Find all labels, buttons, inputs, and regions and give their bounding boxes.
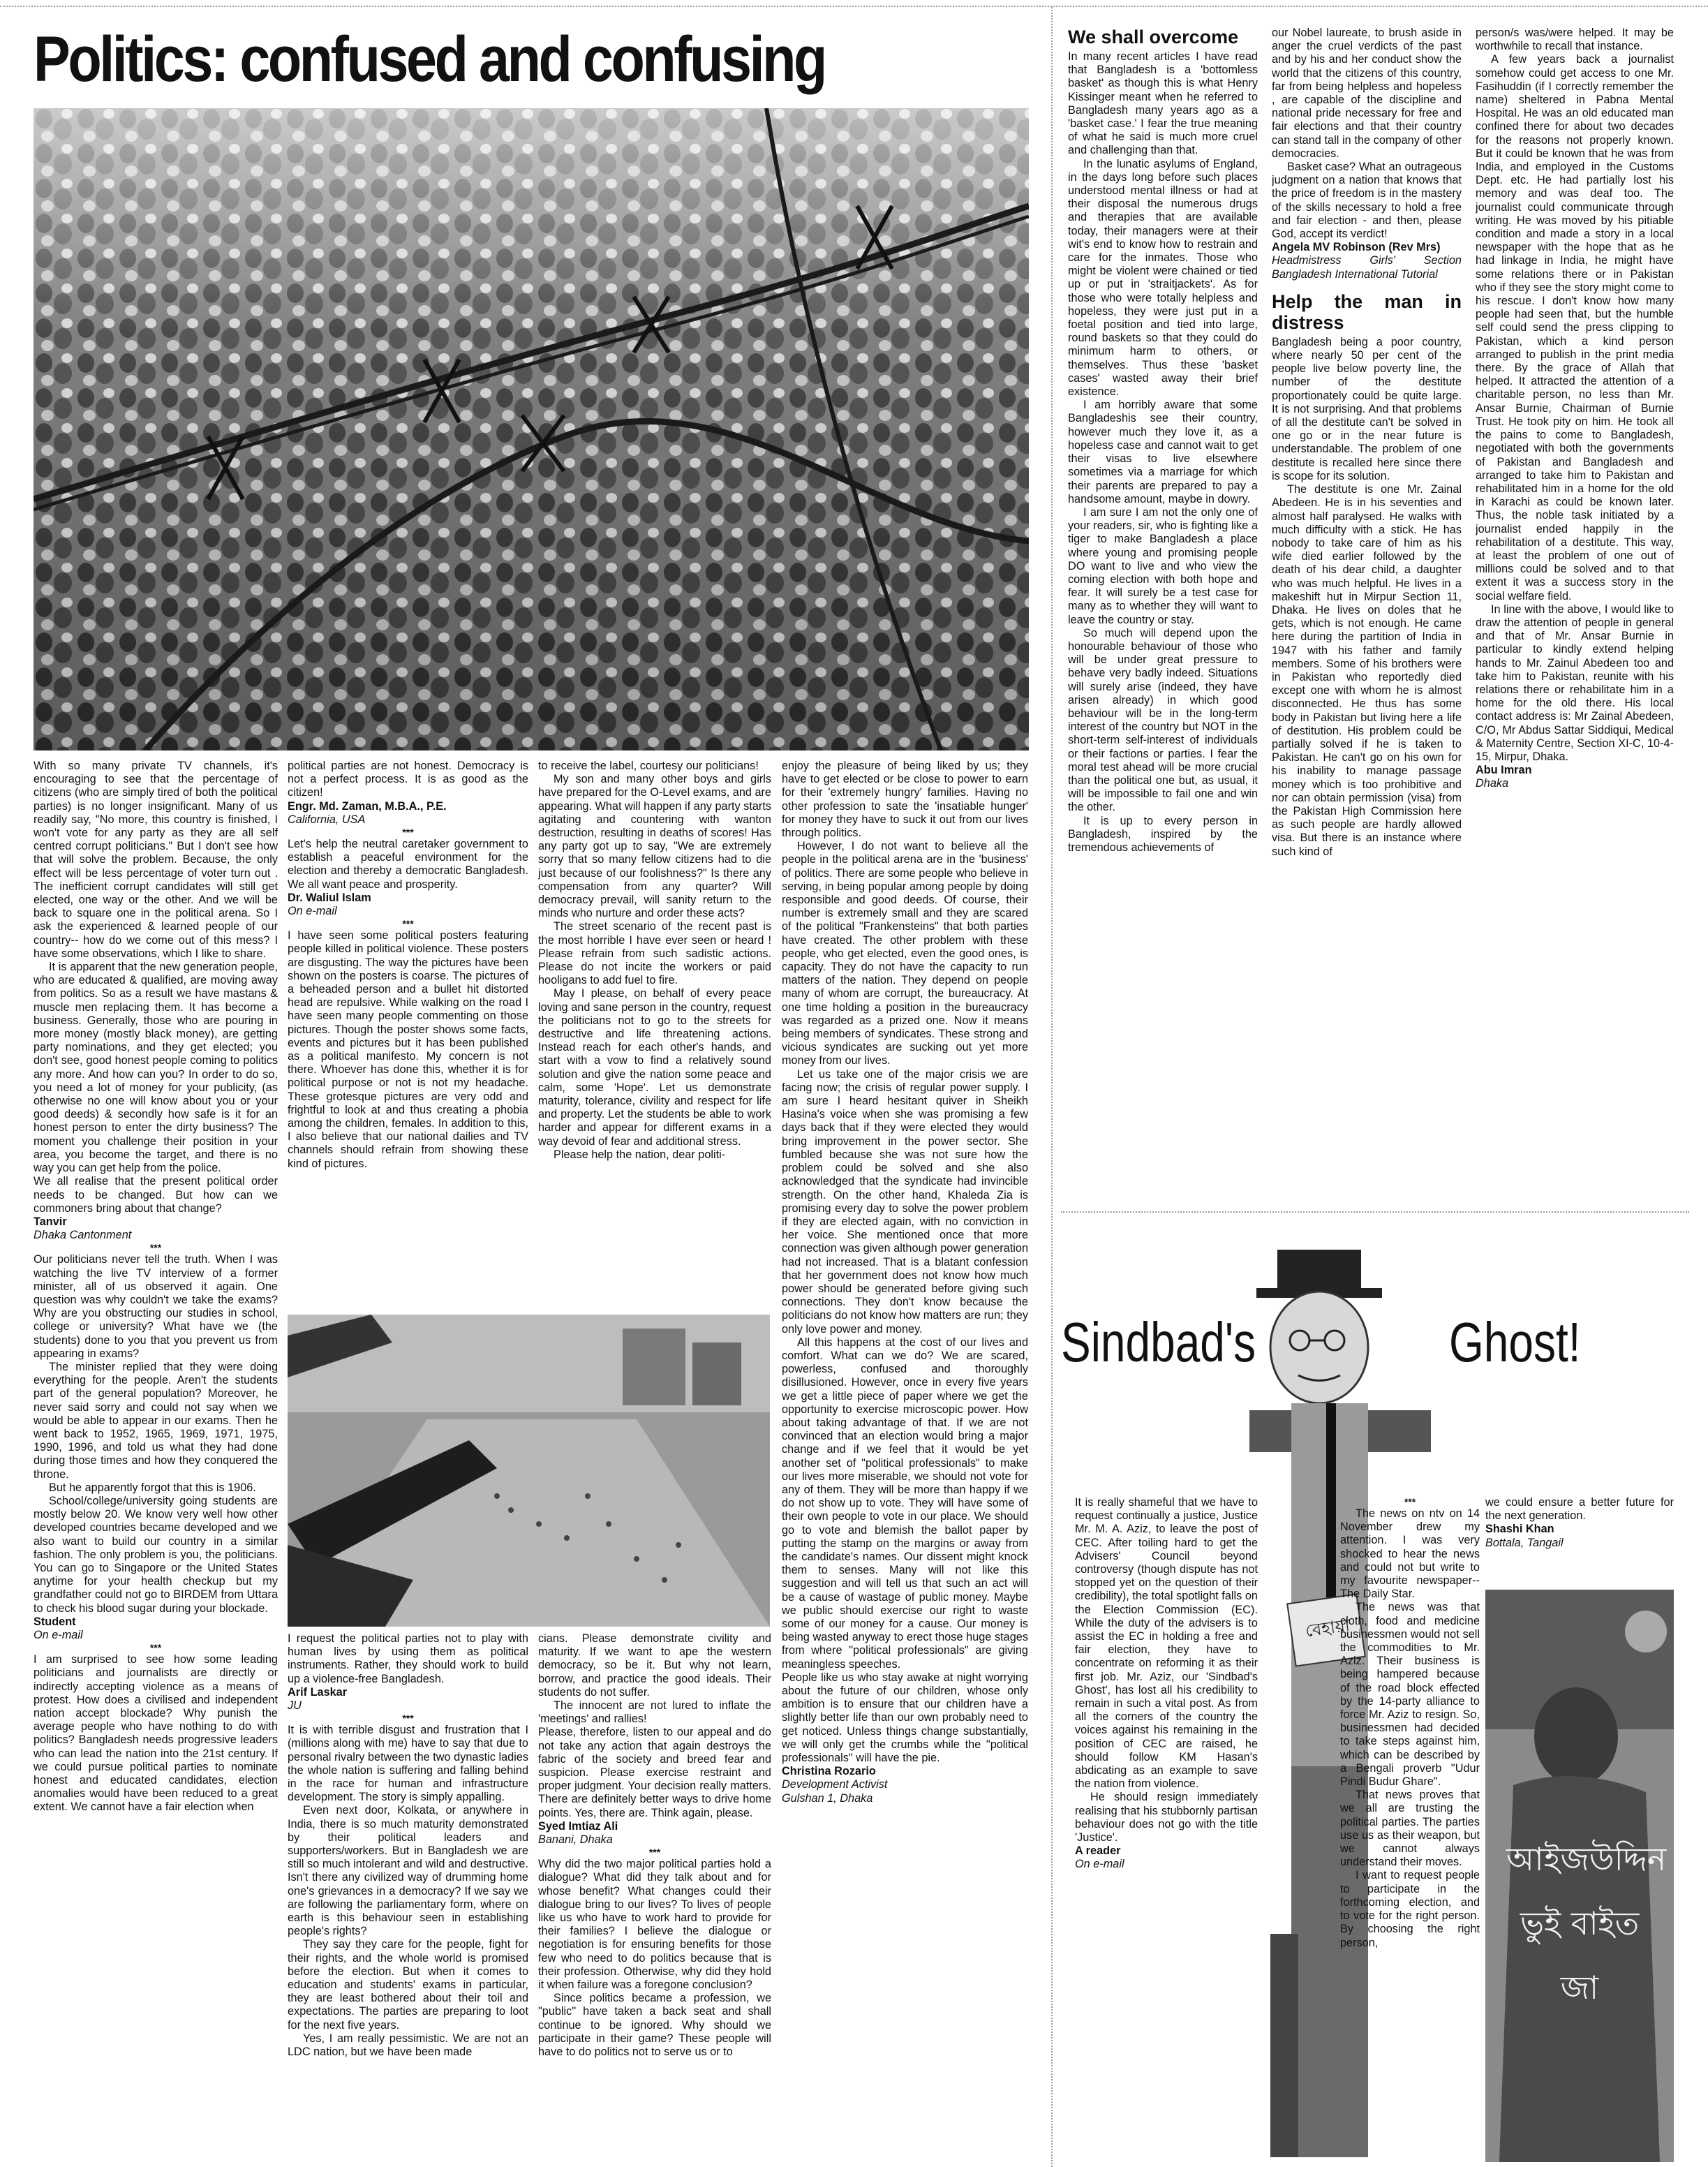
boy-painted-text: আইজউদ্দিন ভুই বাইত জা: [1506, 1840, 1667, 2006]
paragraph: we could ensure a better future for the next generation.: [1485, 1496, 1674, 1523]
section-separator: ***: [402, 918, 414, 930]
letter-location: California, USA: [288, 813, 366, 826]
paragraph: enjoy the pleasure of being liked by us; they have to get elected or be close to power to earn for their 'extremely hungry' families. Having no other profession to sate the 'insatiable hunger' for money they have to suck it out from our lives through politics.: [782, 760, 1028, 840]
paragraph: The street scenario of the recent past is the most horrible I have ever seen or heard ! Please refrain from such sadistic actions. Please do not incite the workers or paid hooligans to add fuel to fire.: [538, 920, 771, 987]
paragraph: A few years back a journalist somehow could get access to one Mr. Fasihuddin (if I correctly remember the name) sheltered in Pabna Mental Hospital. He was an old educated man confined there for about two decades for the reasons not properly known. But it could be known that he was from India, and employed in the Customs Dept. etc. He had partially lost his memory and was deaf too. The journalist could communicate through writing. He was moved by his pitiable condition and made a story in a local newspaper with the hope that as he had linkage in India, he might have some relations there or in Pakistan who if they see the story might come to his rescue. I don't know how many people had seen that, but the humble self could send the press clipping to Pakistan, which a kind person arranged to publish in the print media there. By the grace of Allah that helped. It attracted the attention of a charitable person, no less than Mr. Ansar Burnie, Chairman of Burnie Trust. He took pity on him. He took all the pains to come to Bangladesh, negotiated with both the governments of Pakistan and Bangladesh and arranged to take him to Pakistan and rehabilitated him in a home for the old in Karachi as could be known later. Thus, the noble task initiated by a journalist ended happily in the rehabilitation of a destitute. This way, at least the problem of one out of millions could be solved and to that extent it was a success story in the social welfare field.: [1476, 53, 1674, 602]
section-heading: We shall overcome: [1068, 27, 1239, 47]
paragraph: to receive the label, courtesy our politicians!: [538, 760, 759, 772]
paragraph: Since politics became a profession, we "public" have taken a back seat and shall continue to be ignored. Why should we participate in their game? These people will have to do politics not to serve us or to: [538, 1992, 771, 2059]
paragraph: They say they care for the people, fight for their rights, and the whole world is promised before the election. But when it comes to education and students' exams in particular, they are least bothered about their toil and expectations. The parties are preparing to loot for the next five years.: [288, 1938, 528, 2032]
letters-column-3-top: [538, 760, 771, 1310]
letter-location: On e-mail: [34, 1629, 83, 1641]
letter-signature: Shashi Khan: [1485, 1523, 1554, 1536]
top-rule: [0, 6, 1708, 7]
letters-column-2-top: [288, 760, 528, 1310]
paragraph: The destitute is one Mr. Zainal Abedeen. He is in his seventies and almost half paralysed. He walks with much difficulty with a stick. He has nobody to take care of him as his wife died earlier followed by the death of his dear child, a daughter who was much helpful. He lives in a makeshift hut in Mirpur Section 11, Dhaka. He lives on doles that he gets, which is not enough. He came here during the partition of India in 1947 with his father and family members. Some of his brothers were in Pakistan who reportedly died except one with whom he is almost disconnected. He thus has some body in Pakistan but living here a life of destitution. His problem could be partially solved if he is taken to Pakistan. He can't go on his own for his inability to manage passage money which is too prohibitive and nor can obtain permission (visa) from the Pakistan High Commission here as such people are hardly allowed visa. But there is an instance where such kind of: [1272, 483, 1462, 858]
section-divider: [1061, 1211, 1689, 1213]
letter-signature: Angela MV Robinson (Rev Mrs): [1272, 241, 1441, 254]
paragraph: I am horribly aware that some Bangladeshis see their country, however much they love it, as a hopeless case and cannot wait to get their visas to live elsewhere sometimes via a marriage for which their parents are prepared to pay a handsome amount, maybe in dowry.: [1068, 399, 1258, 505]
letter-location: Gulshan 1, Dhaka: [782, 1791, 873, 1805]
paragraph: Yes, I am really pessimistic. We are not an LDC nation, but we have been made: [288, 2032, 528, 2059]
paragraph: The news on ntv on 14 November drew my attention. I was very shocked to hear the news and could not but write to my favourite newspaper-- The Daily Star.: [1340, 1507, 1480, 1601]
page-headline: Politics: confused and confusing: [34, 24, 825, 95]
paragraph: The innocent are not lured to inflate the 'meetings' and rallies!: [538, 1699, 771, 1726]
letter-signature: Engr. Md. Zaman, M.B.A., P.E.: [288, 799, 447, 813]
paragraph: My son and many other boys and girls have prepared for the O-Level exams, and are appearing. What will happen if any party starts agitating and countering with wanton destruction, resulting in deaths of scores! Has any party got up to say, "We are extremely sorry that so many fellow citizens had to die just because of our foolishness?" Is there any compensation from any quarter? Will democracy prevail, will sanity return to the minds who nurture and order these acts?: [538, 773, 771, 920]
effigy-sign-text: বেহায়া: [1304, 1615, 1351, 1641]
letter-signature: Abu Imran: [1476, 764, 1532, 777]
letters-column-9: [1340, 1496, 1480, 2163]
paragraph: With so many private TV channels, it's encouraging to see that the percentage of citizens (who are simply tired of both the political parties) is no longer insignificant. Many of us readily say, "No more, this country is finished, I won't vote for any party as they are all self centred corrupt politicians." But I don't see how that will solve the problem. Because, the only effect will be less percentage of voter turn out . The inefficient corrupt candidates will still get elected, one way or the other. And we will be back to square one in the political arena. So I ask the experienced & learned people of our country-- how do we come out of this mess? I have some observations, which I like to share.: [34, 760, 278, 960]
paragraph: He should resign immediately realising that his stubbornly partisan behaviour does not go with the title 'Justice'.: [1075, 1791, 1258, 1844]
paragraph: Let's help the neutral caretaker government to establish a peaceful environment for the election and thereby a democratic Bangladesh. We all want peace and prosperity.: [288, 838, 528, 891]
rally-gun-photo: [288, 1315, 770, 1627]
paragraph: cians. Please demonstrate civility and maturity. If we want to ape the western democracy, so be it. But why not learn, borrow, and practice the good ideals. Their students do not suffer.: [538, 1632, 771, 1699]
paragraph: In line with the above, I would like to draw the attention of people in general and that of Mr. Ansar Burnie in particular to kindly extend helping hands to Mr. Zainul Abedeen too and take him to Pakistan, reunite with his relations there or rehabilitate him in a home for the old there. His local contact address is: Mr Zainal Abedeen, C/O, Mr Abdus Sattar Siddiqui, Medical & Maternity Centre, Section XI-C, 10-4-15, Mirpur, Dhaka.: [1476, 602, 1674, 763]
letter-signature: Student: [34, 1615, 76, 1628]
letter-location: Dhaka Cantonment: [34, 1229, 132, 1242]
letter-location: Banani, Dhaka: [538, 1833, 613, 1847]
section-separator: ***: [1404, 1496, 1416, 1507]
spacer: [1272, 281, 1462, 291]
ghost-left-word: Sindbad's: [1061, 1311, 1256, 1373]
section-separator: ***: [149, 1242, 162, 1254]
letter-location: Dhaka: [1476, 777, 1509, 790]
letter-signature: Syed Imtiaz Ali: [538, 1819, 618, 1833]
section-separator: ***: [648, 1847, 661, 1858]
paragraph: People like us who stay awake at night worrying about the future of our children, whose only ambition is to ensure that our children have a slightly better life than our own probably need to get noticed. Unless things change substantially, we will only get the crumbs while the "political professionals" will have the pie.: [782, 1671, 1028, 1765]
paragraph: political parties are not honest. Democracy is not a perfect process. It is as good as the citizen!: [288, 760, 528, 799]
paragraph: It is up to every person in Bangladesh, inspired by the tremendous achievements of: [1068, 814, 1258, 854]
paragraph: That news proves that we all are trusting the political parties. The parties use us as their weapon, but we cannot always understand their moves.: [1340, 1789, 1480, 1869]
letters-column-6: [1272, 27, 1462, 1204]
paragraph: So much will depend upon the honourable behaviour of those who will be under great pressure to behave very badly indeed. Situations will surely arise (indeed, they have arisen already) in which good behaviour will be in the long-term interest of the country but NOT in the short-term self-interest of individuals or their factions or parties. I fear the moral test ahead will be more crucial than the political one but, as usual, it will be impossible to fail one and win the other.: [1068, 626, 1258, 814]
letter-location: Bottala, Tangail: [1485, 1536, 1564, 1549]
paragraph: Basket case? What an outrageous judgment on a nation that knows that the price of freedom is in the mastery of the skills necessary to hold a free and fair election - and then, please God, accept its verdict!: [1272, 161, 1462, 241]
paragraph: I have seen some political posters featuring people killed in political violence. These posters are disgusting. The way the pictures have been shown on the posters is coarse. The pictures of a beheaded person and a bullet hit distorted head are repulsive. While walking on the road I have seen many people commenting on those pictures. Though the poster shows some facts, events and pictures but it has been published as a political manifesto. My concern is not there. Whoever has done this, whether it is for political purpose or not is not my headache. These grotesque pictures are very odd and frightful to look at and thus creating a phobia among the children, females. In addition to this, I also believe that our national dailies and TV channels should refrain from showing these kind of pictures.: [288, 929, 528, 1170]
paragraph: Even next door, Kolkata, or anywhere in India, there is so much maturity demonstrated by their political leaders and supporters/workers. But in Bangladesh we are still so much intolerant and wild and destructive. Isn't there any civilized way of drumming home one's grievances in a democracy? If we say we are following the parliamentary form, where on earth is this behaviour seen in establishing people's rights?: [288, 1804, 528, 1938]
letters-column-5: [1068, 27, 1258, 1204]
letter-location: Development Activist: [782, 1778, 888, 1791]
paragraph: But he apparently forgot that this is 1906.: [49, 1481, 256, 1494]
paragraph: I am surprised to see how some leading politicians and journalists are directly or indirectly accepting violence as a means of protest. How does a civilised and independent nation accept blockade? Why punish the average people who have nothing to do with politics? Bangladesh needs progressive leaders who can lead the nation into the 21st century. If we could pursue political parties to nominate honest and educated candidates, election anomalies would have been reduced to a great extent. We cannot have a fair election when: [34, 1653, 278, 1814]
letters-column-4: [782, 760, 1028, 2167]
letters-column-7: [1476, 27, 1674, 1204]
paragraph: We all realise that the present political order needs to be changed. But how can we commoners bring about that change?: [34, 1175, 278, 1215]
section-separator: ***: [149, 1642, 162, 1654]
letters-column-2-bottom: [288, 1632, 528, 2167]
paragraph: May I please, on behalf of every peace loving and sane person in the country, request the politicians not to go to the streets for destructive and life threatening actions. Instead reach for each other's hands, and start with a vow to find a relatively sound solution and give the nation some peace and calm, some 'Hope'. Let us demonstrate maturity, tolerance, civility and respect for life and property. Let the students be able to work harder and appear for different exams in a way devoid of fear and additional stress.: [538, 987, 771, 1148]
paragraph: Why did the two major political parties hold a dialogue? What did they talk about and for whose benefit? What changes could their dialogue bring to our lives? To lives of people like us who have to work hard to provide for their families? I believe the dialogue or negotiation is for ensuring benefits for those few who need to do politics because that is their profession. Otherwise, why did they hold it when failure was a foregone conclusion?: [538, 1858, 771, 1992]
letter-signature: Tanvir: [34, 1215, 67, 1228]
paragraph: Let us take one of the major crisis we are facing now; the crisis of regular power supply. I am sure I heard hesitant quiver in Sheikh Hasina's voice when she was promising a few days back that if they were elected they would bring improvement in the power sector. She fumbled because she was not sure how the problem could be solved and she also acknowledged that the syndicate had invincible strength. On the other hand, Khaleda Zia is promising every day to solve the power problem if they are elected again, with no conviction in her voice. She mentioned once that more connection was given although power generation had not increased. That is a blatant confession that her government does not know how much power should be generated before giving such connections. They don't know because the politicians do not know how matters are run; they only love power and money.: [782, 1067, 1028, 1336]
letters-column-3-bottom: [538, 1632, 771, 2167]
paragraph: It is with terrible disgust and frustration that I (millions along with me) have to say that due to personal rivalry between the two dynastic ladies the whole nation is suffering and falling behind in the race for human and infrastructure development. The story is simply appalling.: [288, 1724, 528, 1804]
paragraph: I request the political parties not to play with human lives by using them as political instruments. Rather, they should work to build up a violence-free Bangladesh.: [288, 1632, 528, 1685]
letter-location: JU: [288, 1699, 302, 1713]
paragraph: Please help the nation, dear politi-: [554, 1148, 726, 1161]
paragraph: However, I do not want to believe all the people in the political arena are in the 'business' of politics. There are some people who believe in serving, in being popular among people by doing responsible and good deeds. Of course, their number is extremely small and they are scared of the political "Frankensteins" that both parties have created. The other problem with these people, who get elected, even the good ones, is capacity. They do not have the capacity to run matters of the nation. They depend on people many of whom are corrupt, the bureaucracy. At one time holding a position in the bureaucracy was regarded as a prized one. Now it means being members of syndicates. These strong and vicious syndicates are sucking out yet more money from our lives.: [782, 840, 1028, 1067]
ghost-right-word: Ghost!: [1449, 1311, 1581, 1373]
letter-signature: Christina Rozario: [782, 1765, 876, 1778]
paragraph: our Nobel laureate, to brush aside in anger the cruel verdicts of the past and by his and her conduct show the world that the citizens of this country, far from being helpless and hopeless , are capable of the discipline and national pride necessary for free and fair elections and that their country can stand tall in the company of other democracies.: [1272, 27, 1462, 160]
letter-signature: Dr. Waliul Islam: [288, 891, 371, 904]
section-separator: ***: [402, 1713, 414, 1724]
section-heading: Help the man in distress: [1272, 290, 1462, 333]
paragraph: I want to request people to participate in the forthcoming election, and to vote for the right person. By choosing the right person,: [1340, 1869, 1480, 1949]
letters-column-8: [1075, 1496, 1258, 2163]
paragraph: School/college/university going students are mostly below 20. We know very well how other developed countries became developed and we also want to build our country in a similar fashion. The only problem is you, the politicians. You can go to Singapore or the United States anytime for your health checkup but my grandfather could not go to BIRDEM from Uttara to check his blood sugar during your blockade.: [34, 1494, 278, 1615]
paragraph: Bangladesh being a poor country, where nearly 50 per cent of the people live below poverty line, the number of the destitute proportionately could be quite large. It is not surprising. And that problems of all the destitute can't be solved in one go or in the near future is understandable. The problem of one destitute is recalled here since there is scope for its solution.: [1272, 335, 1462, 482]
paragraph: It is really shameful that we have to request continually a justice, Justice Mr. M. A. Aziz, to leave the post of CEC. After toiling hard to get the Advisers' Council beyond controversy (though dispute has not stopped yet on the question of their credibility), the total spotlight falls on the Election Commission (EC). While the duty of the advisers is to assist the EC in holding a free and fair election, they have to concentrate on reforming it as their first job. Mr. Aziz, our 'Sindbad's Ghost', has lost all his credibility to remain in such a vital post. As from all the corners of the country the voices against his remaining in the position of CEC are raised, he should follow KM Hasan's abdicating as an example to save the nation from violence.: [1075, 1496, 1258, 1791]
section-separator: ***: [402, 827, 414, 838]
paragraph: It is apparent that the new generation people, who are educated & qualified, are moving away from politics. So as a result we have mastans & muscle men replacing them. It has become a business. Generally, those who are pouring in more money (mostly black money), are getting party nominations, and they get elected; you don't see, good honest people coming to politics any more. And how can you? In order to do so, you need a lot of money for your publicity, (as otherwise no one will know about you or your good deeds) & secondly how safe is it for an honest person to enter the dirty business? The moment you challenge their position in your area, you become the target, and there is no way you can get help from the police.: [34, 961, 278, 1175]
letters-column-10: [1485, 1496, 1674, 1587]
letter-location: Headmistress Girls' Section Bangladesh International Tutorial: [1272, 254, 1462, 281]
paragraph: All this happens at the cost of our lives and comfort. What can we do? We are scared, powerless, confused and thoroughly disillusioned. However, once in every five years we get a little piece of paper where we get the opportunity to exercise microscopic power. How about taking advantage of that. If we are not convinced that an election would bring a major change and if we feel that it would be yet another set of "political professionals" to make our lives more miserable, we should not vote for any of them. They will be more than happy if we do not show up to vote. They will have some of their own people to vote in our place. We should go to vote and blemish the ballot paper by putting the stamp on the margins or away from the candidate's names. Our dissent might knock them to senses. Many will not like this suggestion and will tell us that such an act will be a cause of wastage of public money. Maybe we public should exercise our right to waste some of our money for a cause. Our money is being wasted anyway to erect those huge stages from where "political professionals" are giving meaningless speeches.: [782, 1336, 1028, 1671]
paragraph: Our politicians never tell the truth. When I was watching the live TV interview of a former minister, all of us observed it again. One question was why couldn't we take the exams? Why are you obstructing our studies in school, college or university? What have we (the students) done to you that you prevent us from appearing in exams?: [34, 1253, 278, 1360]
paragraph: Please, therefore, listen to our appeal and do not take any action that again destroys the fabric of the society and breed fear and suspicion. Please exercise restraint and proper judgment. Your decision really matters. There are definitely better ways to drive home points. Yes, there are. Think again, please.: [538, 1726, 771, 1819]
letter-signature: A reader: [1075, 1844, 1121, 1858]
boy-painted-back-photo: [1485, 1590, 1674, 2162]
paragraph: In the lunatic asylums of England, in the days long before such places understood mental illness or had at their disposal the numerous drugs and therapies that are available today, their managers were at their wit's end to know how to restrain and care for the inmates. Those who might be violent were chained or tied up or put in 'straitjackets'. As for those who were totally helpless and hopeless, they were just put in a foetal position and tied into large, round baskets so that they could do minimum harm to others, or themselves. Thus these 'basket cases' wasted away their brief existence.: [1068, 157, 1258, 399]
paragraph: I am sure I am not the only one of your readers, sir, who is fighting like a tiger to make Bangladesh a place where young and promising people DO want to live and who view the coming election with both hope and fear. It will surely be a test case for many as to whether they will want to leave the country or stay.: [1068, 505, 1258, 626]
column-divider: [1051, 7, 1053, 2167]
paragraph: In many recent articles I have read that Bangladesh is a 'bottomless basket' as though this is what Henry Kissinger meant when he referred to Bangladesh many years ago as a 'basket case.' I fear the true meaning of what he said is much more cruel and challenging than that.: [1068, 50, 1258, 157]
paragraph: person/s was/were helped. It may be worthwhile to recall that instance.: [1476, 27, 1674, 53]
crowd-barbed-wire-photo: [34, 108, 1029, 750]
paragraph: The minister replied that they were doing everything for the people. Aren't the students part of the general population? Moreover, he never said sorry and could not say when we would be able to appear in our exams. Then he went back to 1952, 1965, 1969, 1971, 1975, 1990, 1996, and told us what they had done during those times and how they conquered the throne.: [34, 1360, 278, 1481]
letter-signature: Arif Laskar: [288, 1685, 348, 1699]
letter-location: On e-mail: [288, 905, 337, 918]
letters-column-1: [34, 760, 278, 2167]
paragraph: The news was that cloth, food and medicine businessmen would not sell the commodities to Mr. Aziz. Their business is being hampered because of the road block effected by the 14-party alliance to force Mr. Aziz to resign. So, businessmen had decided to take steps against him, which can be described by a Bengali proverb "Udur Pindi Budur Ghare".: [1340, 1601, 1480, 1789]
letter-location: On e-mail: [1075, 1858, 1124, 1871]
